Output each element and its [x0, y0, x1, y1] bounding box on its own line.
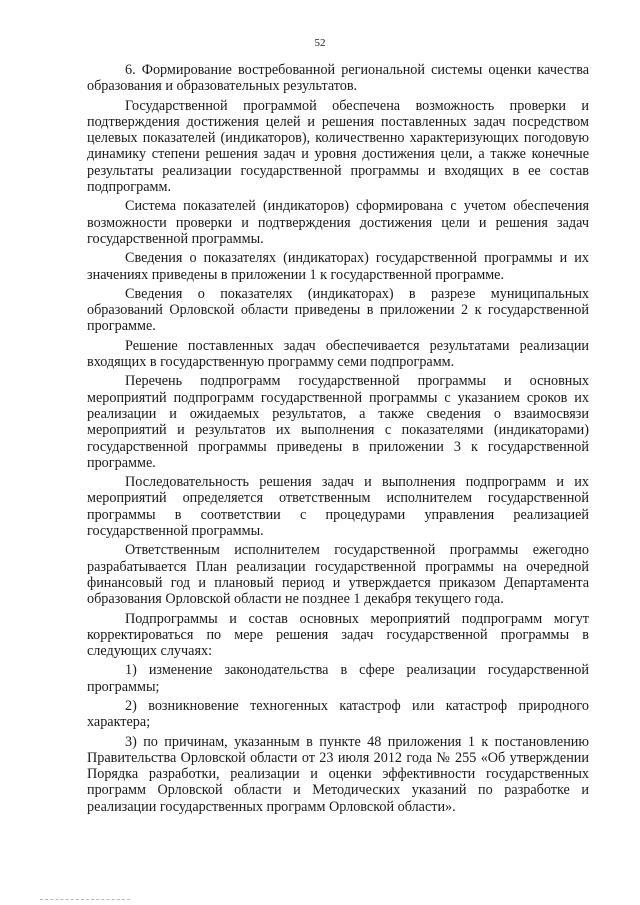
paragraph: Государственной программой обеспечена возможность проверки и подтверждения достижения целей и решения поставленных задач посредством целевых показателей (индикаторов), количественно характеризующих погодовую динамику степени решения задач и уровня достижения цели, а также конечные результаты реализации государственной программы и входящих в ее состав подпрограмм. — [87, 97, 589, 196]
list-item: 1) изменение законодательства в сфере реализации государственной программы; — [87, 662, 589, 695]
list-item: 2) возникновение техногенных катастроф или катастроф природного характера; — [87, 697, 589, 731]
paragraph: Сведения о показателях (индикаторах) в разрезе муниципальных образований Орловской области приведены в приложении 2 к государственной программе. — [87, 285, 589, 335]
paragraph: Ответственным исполнителем государственной программы ежегодно разрабатывается План реализации государственной программы на очередной финансовый год и плановый период и утверждается приказом Департамента образования Орловской области не позднее 1 декабря текущего года. — [87, 542, 589, 608]
paragraph: 6. Формирование востребованной региональной системы оценки качества образования и образовательных результатов. — [87, 62, 589, 95]
scan-artifact — [40, 899, 130, 901]
paragraph: Решение поставленных задач обеспечивается результатами реализации входящих в государственную программу семи подпрограмм. — [87, 337, 589, 371]
page-number: 52 — [314, 37, 326, 49]
paragraph: Последовательность решения задач и выполнения подпрограмм и их мероприятий определяется ответственным исполнителем государственной программы в соответствии с процедурами управления реализацией государственной программы. — [87, 474, 589, 540]
paragraph: Подпрограммы и состав основных мероприятий подпрограмм могут корректироваться по мере решения задач государственной программы в следующих случаях: — [87, 610, 589, 660]
list-item: 3) по причинам, указанным в пункте 48 приложения 1 к постановлению Правительства Орловской области от 23 июля 2012 года № 255 «Об утверждении Порядка разработки, реализации и оценки эффективности государственных программ Орловской области и Методических указаний по разработке и реализации государственных программ Орловской области». — [87, 733, 589, 815]
paragraph: Перечень подпрограмм государственной программы и основных мероприятий подпрограмм государственной программы с указанием сроков их реализации и ожидаемых результатов, а также сведения о взаимосвязи мероприятий и результатов их выполнения с показателями (индикаторами) государственной программы приведены в приложении 3 к государственной программе. — [87, 373, 589, 471]
document-body — [87, 62, 589, 818]
paragraph: Сведения о показателях (индикаторах) государственной программы и их значениях приведены в приложении 1 к государственной программе. — [87, 250, 589, 283]
paragraph: Система показателей (индикаторов) сформирована с учетом обеспечения возможности проверки и подтверждения достижения цели и решения задач государственной программы. — [87, 198, 589, 247]
